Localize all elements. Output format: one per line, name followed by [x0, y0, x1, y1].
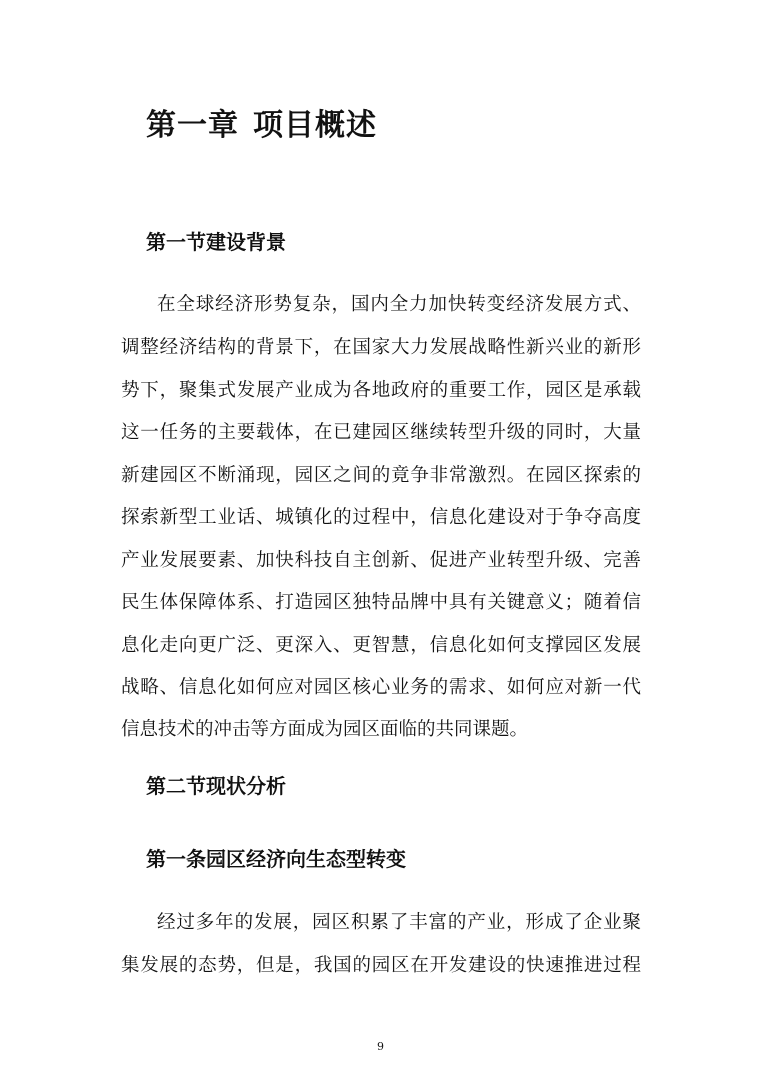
chapter-name: 项目概述	[253, 108, 377, 143]
paragraph-line: 新建园区不断涌现，园区之间的竟争非常激烈。在园区探索的	[121, 465, 641, 486]
article-heading: 第一条园区经济向生态型转变	[146, 847, 406, 871]
paragraph-line: 探索新型工业话、城镇化的过程中，信息化建设对于争夺高度	[121, 507, 641, 528]
paragraph-line: 产业发展要素、加快科技自主创新、促进产业转型升级、完善	[121, 550, 641, 571]
paragraph-line: 在全球经济形势复杂，国内全力加快转变经济发展方式、	[157, 294, 641, 315]
paragraph-line: 调整经济结构的背景下，在国家大力发展战略性新兴业的新形	[121, 337, 641, 358]
paragraph-line: 信息技术的冲击等方面成为园区面临的共同课题。	[121, 719, 529, 740]
chapter-title	[146, 100, 377, 144]
paragraph-line: 息化走向更广泛、更深入、更智慧，信息化如何支撑园区发展	[121, 635, 641, 656]
paragraph-line: 集发展的态势，但是，我国的园区在开发建设的快速推进过程	[121, 955, 641, 976]
chapter-number: 第一章	[146, 108, 239, 143]
paragraph-line: 这一任务的主要载体，在已建园区继续转型升级的同时，大量	[121, 422, 641, 443]
section-heading-status: 第二节现状分析	[146, 774, 286, 798]
section-heading-background: 第一节建设背景	[146, 230, 286, 254]
paragraph-line: 民生体保障体系、打造园区独特品牌中具有关键意义；随着信	[121, 592, 641, 613]
paragraph-line: 经过多年的发展，园区积累了丰富的产业，形成了企业聚	[157, 912, 641, 933]
paragraph-line: 战略、信息化如何应对园区核心业务的需求、如何应对新一代	[121, 677, 641, 698]
paragraph-line: 势下，聚集式发展产业成为各地政府的重要工作，园区是承载	[121, 380, 641, 401]
page-number: 9	[377, 1040, 384, 1053]
